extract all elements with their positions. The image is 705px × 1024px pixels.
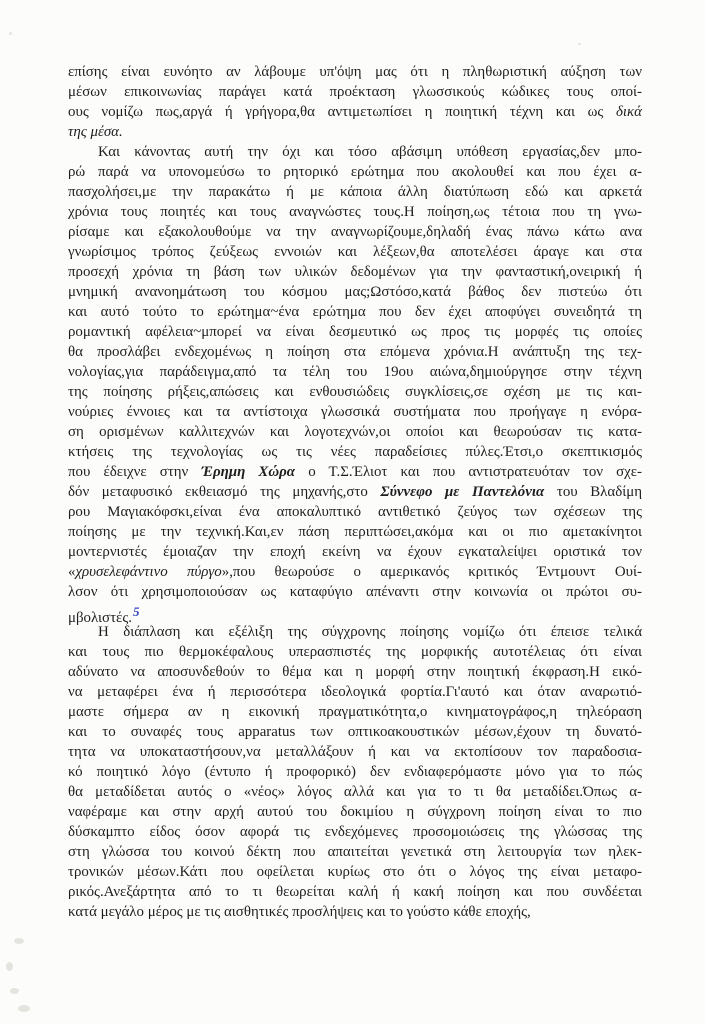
text-segment: μνημική ανανοημάτωση του κόσμου μας;Ωστόσο,κατά βάθος δεν πιστεύω ότι xyxy=(68,284,642,300)
text-segment: μβολιστές. xyxy=(68,610,132,626)
text-segment: μοντερνιστές έμοιαζαν την εποχή εκείνη να έχουν εγκαταλείψει οριστικά τον xyxy=(68,544,642,560)
text-segment: τρονικών μέσων.Κάτι που οφείλεται κυρίως στο ότι ο λόγος της είναι μεταφο- xyxy=(68,864,642,880)
text-segment: αδύνατο να αποσυνδεθούν το θέμα και η μορφή στην ποιητική έκφραση.Η εικό- xyxy=(68,664,642,680)
text-line xyxy=(68,242,642,262)
text-line xyxy=(68,622,642,642)
text-line xyxy=(68,802,642,822)
scan-speck xyxy=(10,988,19,994)
text-segment: ση ορισμένων καλλιτεχνών και λογοτεχνών,οι οποίοι και θεωρούσαν τις κατα- xyxy=(68,424,642,440)
text-line xyxy=(68,762,642,782)
scan-speck xyxy=(578,43,581,45)
text-segment: ρίσαμε και εξακολουθούμε να την αναγνωρίζουμε,δηλαδή ένας πάνω κάτω ανα xyxy=(68,224,642,240)
scan-speck xyxy=(18,1005,30,1012)
text-line xyxy=(68,882,642,902)
text-segment: ναφέραμε και στην αρχή αυτού του δοκιμίου η σύγχρονη ποίηση είναι το πιο xyxy=(68,804,642,820)
text-segment: ρομαντική αφέλεια~μπορεί να είναι δεσμευτικό ως προς τις μορφές τις οποίες xyxy=(68,324,642,340)
text-line xyxy=(68,382,642,402)
text-segment: ο Τ.Σ.Έλιοτ και που αντιστρατευόταν τον σχε- xyxy=(295,464,642,480)
text-segment: »,που θεωρούσε ο αμερικανός κριτικός Έντμουντ Ουί- xyxy=(221,564,642,580)
text-segment: νολογίας,για παράδειγμα,από τα τέλη του 19ου αιώνα,δημιούργησε στην τέχνη xyxy=(68,364,642,380)
text-line xyxy=(68,142,642,162)
text-line xyxy=(68,602,642,626)
text-segment: γνωρίσιμος τρόπος ζεύξεως εννοιών και λέξεων,θα αποτελέσει άραγε και στα xyxy=(68,244,642,260)
text-segment: στη γλώσσα του κοινού δέκτη που απαιτείται γενετικά στη λειτουργία των ηλεκ- xyxy=(68,844,642,860)
text-line xyxy=(68,502,642,522)
text-line xyxy=(68,282,642,302)
italic-text: δικά xyxy=(615,104,642,120)
text-line xyxy=(68,342,642,362)
text-segment: « xyxy=(68,564,76,580)
text-line xyxy=(68,322,642,342)
text-segment: και το συναφές τους apparatus των οπτικοακουστικών μέσων,έχουν τη δυνατό- xyxy=(68,724,642,740)
text-line xyxy=(68,422,642,442)
text-line xyxy=(68,662,642,682)
text-segment: ποίησης με την τεχνική.Και,εν πάση περιπτώσει,ακόμα και οι πιο αμετακίνητοι xyxy=(68,524,642,540)
text-segment: του Βλαδίμη xyxy=(544,484,642,500)
text-line xyxy=(68,562,642,582)
text-line xyxy=(68,542,642,562)
text-segment: τητα να υποκαταστήσουν,να μεταλλάξουν ή και να εκτοπίσουν τον παραδοσια- xyxy=(68,744,642,760)
text-line xyxy=(68,462,642,482)
text-line xyxy=(68,162,642,182)
text-line xyxy=(68,522,642,542)
text-segment: Η διάπλαση και εξέλιξη της σύγχρονης ποίησης νομίζω ότι έπεισε τελικά xyxy=(98,624,642,640)
text-line xyxy=(68,402,642,422)
scan-speck xyxy=(9,32,12,35)
italic-text: της μέσα. xyxy=(68,124,123,140)
text-line xyxy=(68,222,642,242)
text-line xyxy=(68,642,642,662)
text-line xyxy=(68,62,642,82)
text-line xyxy=(68,862,642,882)
text-segment: νούριες έννοιες και τα αντίστοιχα γλωσσικά συστήματα που προήγαγε η ενόρα- xyxy=(68,404,642,420)
text-segment: χρόνια τους ποιητές και τους αναγνώστες τους.Η ποίηση,ως τέτοια που τη γνω- xyxy=(68,204,642,220)
text-segment: κατά μεγάλο μέρος με τις αισθητικές προσλήψεις και το γούστο κάθε εποχής, xyxy=(68,904,531,920)
text-segment: και αυτό τούτο το ερώτημα~ένα ερώτημα που δεν έχει αποφύγει συνειδητά τη xyxy=(68,304,642,320)
italic-text: χρυσελεφάντινο πύργο xyxy=(75,564,222,580)
text-line xyxy=(68,202,642,222)
work-title: Σύννεφο με Παντελόνια xyxy=(380,484,545,500)
text-segment: να μεταφέρει ένα ή περισσότερα ιδεολογικά φορτία.Γι'αυτό και όταν αναρωτιό- xyxy=(68,684,642,700)
text-line xyxy=(68,482,642,502)
text-segment: μέσων επικοινωνίας παράγει κατά προέκταση γλωσσικούς κώδικες τους οποί- xyxy=(68,84,642,100)
text-segment: δύσκαμπτο είδος όσον αφορά τις ενδεχόμενες προσομοιώσεις της γλώσσας της xyxy=(68,824,642,840)
text-segment: ους νομίζω πως,αργά ή γρήγορα,θα αντιμετωπίσει η ποιητική τέχνη και ως xyxy=(68,104,616,120)
text-line xyxy=(68,262,642,282)
text-segment: θα μεταδίδεται αυτός ο «νέος» λόγος αλλά και για το τι θα μεταδίδει.Όπως α- xyxy=(68,784,642,800)
text-segment: πασχολήσει,με την παρακάτω ή με κάποια άλλη διατύπωση εδώ και αρκετά xyxy=(68,184,642,200)
text-segment: Και κάνοντας αυτή την όχι και τόσο αβάσιμη υπόθεση εργασίας,δεν μπο- xyxy=(98,144,642,160)
text-line xyxy=(68,302,642,322)
text-segment: προσεχή χρόνια τη βάση των υλικών δεδομένων για την φανταστική,ονειρική ή xyxy=(68,264,642,280)
text-line xyxy=(68,102,642,122)
text-segment: που έδειχνε στην xyxy=(68,464,202,480)
text-line xyxy=(68,122,642,142)
page-text-block xyxy=(68,62,642,922)
work-title: Έρημη Χώρα xyxy=(201,464,296,480)
scan-speck xyxy=(6,962,13,971)
text-segment: μαστε σήμερα αν η εικονική πραγματικότητα,ο κινηματογράφος,η τηλεόραση xyxy=(68,704,642,720)
text-line xyxy=(68,682,642,702)
text-line xyxy=(68,362,642,382)
text-line xyxy=(68,702,642,722)
text-line xyxy=(68,582,642,602)
text-line xyxy=(68,822,642,842)
text-line xyxy=(68,182,642,202)
text-segment: ρου Μαγιακόφσκι,είναι ένα αποκαλυπτικό αντιθετικό ζεύγος των σχέσεων της xyxy=(68,504,642,520)
text-line xyxy=(68,842,642,862)
text-segment: ρώ παρά να υπονομεύσω το ρητορικό ερώτημα που ακολουθεί και που έχει α- xyxy=(68,164,642,180)
text-segment: κό ποιητικό λόγο (έντυπο ή προφορικό) δεν ενδιαφερόμαστε μόνο για το πώς xyxy=(68,764,642,780)
text-line xyxy=(68,742,642,762)
text-line xyxy=(68,902,642,922)
scan-speck xyxy=(14,938,24,944)
text-line xyxy=(68,722,642,742)
text-segment: θα προσλάβει ενδεχομένως η ποίηση στα επόμενα χρόνια.Η ανάπτυξη της τεχ- xyxy=(68,344,642,360)
text-line xyxy=(68,782,642,802)
text-line xyxy=(68,442,642,462)
text-segment: και τους πιο θερμοκέφαλους υπερασπιστές της μορφικής αυτοτέλειας ότι είναι xyxy=(68,644,642,660)
text-segment: δόν μεταφυσικό εκθειασμό της μηχανής,στο xyxy=(68,484,381,500)
text-segment: κτήσεις της τεχνολογίας ως τις νέες παραδείσιες πύλες.Έτσι,ο σκεπτικισμός xyxy=(68,444,642,460)
text-line xyxy=(68,82,642,102)
text-segment: επίσης είναι ευνόητο αν λάβουμε υπ'όψη μας ότι η πληθωριστική αύξηση των xyxy=(68,64,642,80)
text-segment: της ποίησης ρήξεις,απώσεις και ενθουσιώδεις συγκλίσεις,σε σχέση με τις και- xyxy=(68,384,642,400)
text-segment: ρικός.Ανεξάρτητα από το τι θεωρείται καλή ή κακή ποίηση και που συνδέεται xyxy=(68,884,642,900)
text-segment: λσον ότι χρησιμοποιούσαν ως καταφύγιο απέναντι στην κοινωνία οι πρώτοι συ- xyxy=(68,584,642,600)
footnote-ref-marker: 5 xyxy=(132,604,140,619)
